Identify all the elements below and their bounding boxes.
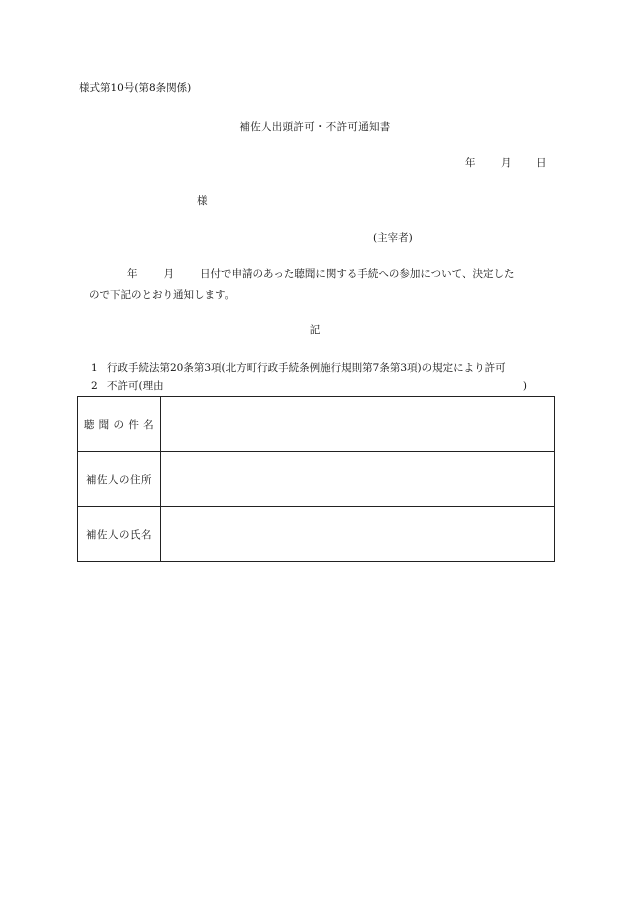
item-text: 不許可(理由 xyxy=(107,380,164,392)
body-text-line-1 xyxy=(127,267,514,281)
table-row xyxy=(78,397,555,452)
info-table xyxy=(77,396,555,562)
body-year-label: 年 xyxy=(127,268,138,280)
item-text: 行政手続法第20条第3項(北方町行政手続条例施行規則第7条第3項)の規定により許可 xyxy=(107,362,506,374)
date-year-label: 年 xyxy=(465,157,476,169)
table-row xyxy=(78,452,555,507)
item-permit xyxy=(91,361,506,375)
table-row xyxy=(78,507,555,562)
assistant-address-field[interactable] xyxy=(161,452,555,507)
assistant-name-field[interactable] xyxy=(161,507,555,562)
document-title: 補佐人出頭許可・不許可通知書 xyxy=(239,121,391,133)
hearing-case-name-label: 聴 聞 の 件 名 xyxy=(78,397,161,452)
closing-paren: ) xyxy=(522,380,527,392)
item-number: 2 xyxy=(91,380,98,392)
date-day-label: 日 xyxy=(536,157,547,169)
item-deny xyxy=(91,379,527,393)
form-number: 様式第10号(第8条関係) xyxy=(79,82,192,94)
ki-heading: 記 xyxy=(309,324,321,336)
hearing-case-name-field[interactable] xyxy=(161,397,555,452)
date-month-label: 月 xyxy=(501,157,512,169)
body-text-rest: 日付で申請のあった聴聞に関する手続への参加について、決定した xyxy=(200,268,515,280)
body-text-line-2: ので下記のとおり通知します。 xyxy=(89,289,236,301)
item-number: 1 xyxy=(91,362,98,374)
assistant-name-label: 補佐人の氏名 xyxy=(78,507,161,562)
presider-label: (主宰者) xyxy=(373,232,413,244)
assistant-address-label: 補佐人の住所 xyxy=(78,452,161,507)
body-month-label: 月 xyxy=(163,268,174,280)
addressee-honorific: 様 xyxy=(197,195,208,207)
